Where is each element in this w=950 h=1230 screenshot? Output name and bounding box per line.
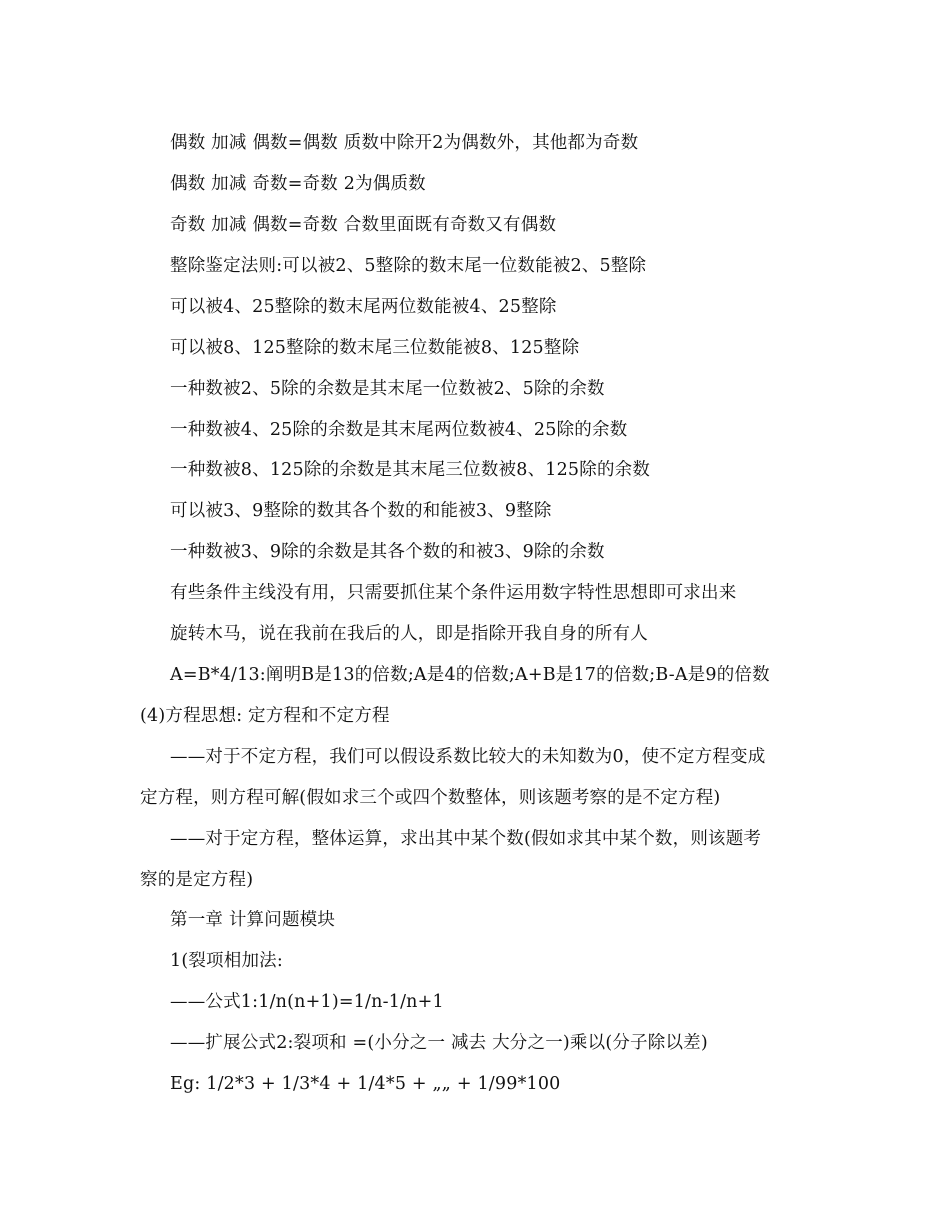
text-line: 可以被3、9整除的数其各个数的和能被3、9整除 xyxy=(170,501,552,521)
text-line: 旋转木马，说在我前在我后的人，即是指除开我自身的所有人 xyxy=(170,624,648,644)
formula-line: ——扩展公式2:裂项和 =(小分之一 减去 大分之一)乘以(分子除以差) xyxy=(170,1033,708,1053)
text-line: 偶数 加减 偶数=偶数 质数中除开2为偶数外，其他都为奇数 xyxy=(170,133,639,153)
text-line: ——对于定方程，整体运算，求出其中某个数(假如求其中某个数，则该题考 xyxy=(170,829,762,849)
text-line: 奇数 加减 偶数=奇数 合数里面既有奇数又有偶数 xyxy=(170,215,557,235)
text-line: 可以被4、25整除的数末尾两位数能被4、25整除 xyxy=(170,297,557,317)
chapter-heading: 第一章 计算问题模块 xyxy=(170,910,336,930)
text-line: ——对于不定方程，我们可以假设系数比较大的未知数为0，使不定方程变成 xyxy=(170,747,766,767)
example-line: Eg: 1/2*3 + 1/3*4 + 1/4*5 + „„ + 1/99*100 xyxy=(170,1074,561,1094)
formula-line: ——公式1:1/n(n+1)=1/n-1/n+1 xyxy=(170,992,444,1012)
text-line: 整除鉴定法则:可以被2、5整除的数末尾一位数能被2、5整除 xyxy=(170,256,647,276)
text-line: 一种数被2、5除的余数是其末尾一位数被2、5除的余数 xyxy=(170,379,605,399)
text-line: 一种数被4、25除的余数是其末尾两位数被4、25除的余数 xyxy=(170,420,628,440)
text-line: 一种数被8、125除的余数是其末尾三位数被8、125除的余数 xyxy=(170,460,651,480)
text-line: 一种数被3、9除的余数是其各个数的和被3、9除的余数 xyxy=(170,542,605,562)
text-line: 定方程，则方程可解(假如求三个或四个数整体，则该题考察的是不定方程) xyxy=(140,788,721,808)
text-line: 察的是定方程) xyxy=(140,870,254,890)
text-line: 1(裂项相加法: xyxy=(170,951,283,971)
text-line: A=B*4/13:阐明B是13的倍数;A是4的倍数;A+B是17的倍数;B-A是9的倍数 xyxy=(170,665,770,685)
text-line: 有些条件主线没有用，只需要抓住某个条件运用数字特性思想即可求出来 xyxy=(170,583,737,603)
section-heading: (4)方程思想: 定方程和不定方程 xyxy=(140,706,390,726)
text-line: 可以被8、125整除的数末尾三位数能被8、125整除 xyxy=(170,338,580,358)
text-line: 偶数 加减 奇数=奇数 2为偶质数 xyxy=(170,174,426,194)
